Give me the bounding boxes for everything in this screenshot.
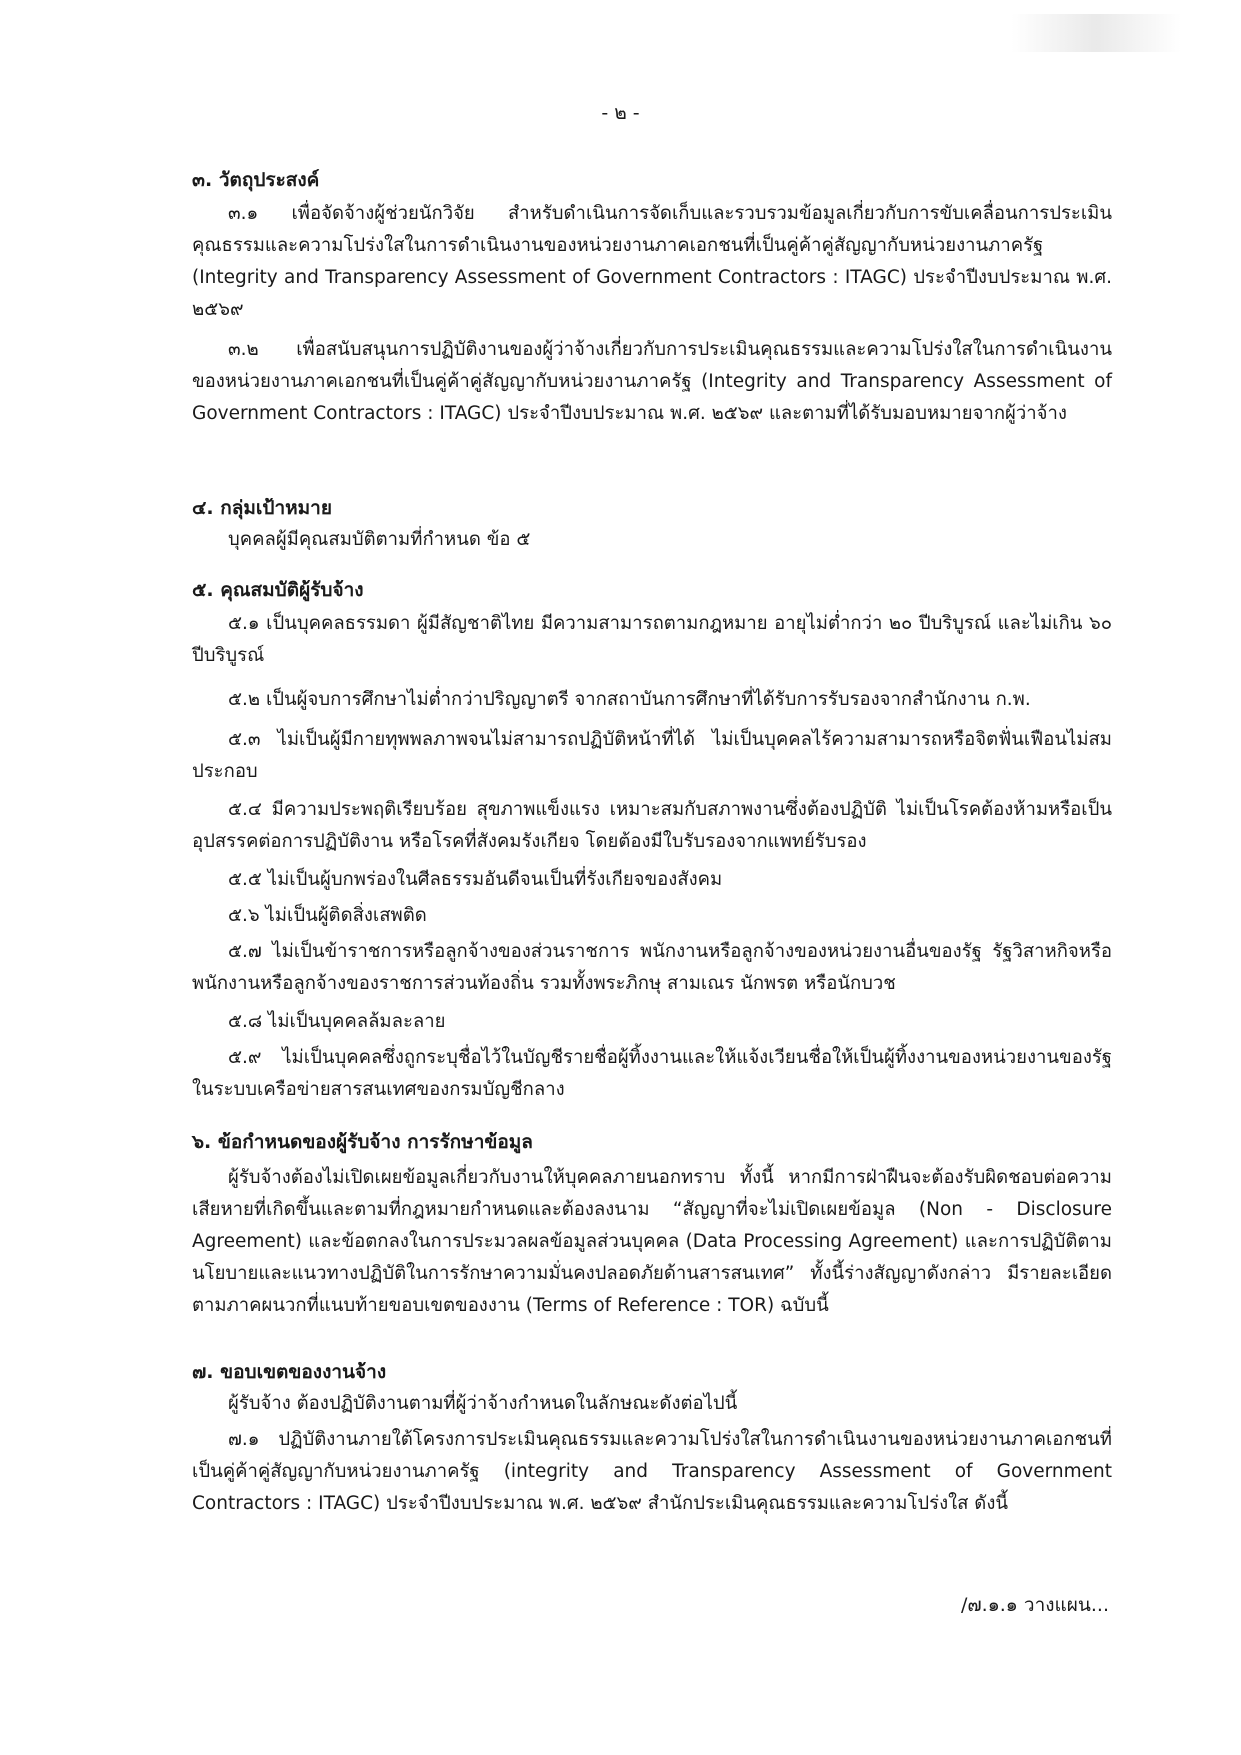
qualification-5-5: [192, 864, 1112, 896]
qualification-5-3: [192, 724, 1112, 788]
section-target-group: [192, 492, 1112, 556]
qualification-5-8: [192, 1006, 1112, 1038]
objective-3-2: [192, 334, 1112, 430]
qualification-5-7: [192, 936, 1112, 1000]
continuation-marker: /๗.๑.๑ วางแผน...: [960, 1594, 1109, 1616]
data-protection-text: [192, 1162, 1112, 1322]
section-heading: ๗. ขอบเขตของงานจ้าง: [192, 1361, 387, 1383]
qualification-5-4: [192, 794, 1112, 858]
paragraph: ๕.๘ ไม่เป็นบุคคลล้มละลาย: [228, 1011, 446, 1032]
section-objectives: [192, 164, 1112, 196]
section-data-protection: [192, 1126, 1112, 1158]
section-heading: ๓. วัตถุประสงค์: [192, 169, 320, 191]
scope-7-1: [192, 1424, 1112, 1520]
paragraph: ๕.๗ ไม่เป็นข้าราชการหรือลูกจ้างของส่วนราชการ พนักงานหรือลูกจ้างของหน่วยงานอื่นของรัฐ รัฐวิสาหกิจหรือพนักงานหรือลูกจ้างของราชการส่วนท้องถิ่น รวมทั้งพระภิกษุ สามเณร นักพรต หรือนักบวช: [192, 941, 1112, 994]
page-number: - ๒ -: [601, 102, 640, 124]
scan-artifact: [1011, 14, 1181, 52]
paragraph: ๓.๑ เพื่อจัดจ้างผู้ช่วยนักวิจัย สำหรับดำเนินการจัดเก็บและรวบรวมข้อมูลเกี่ยวกับการขับเคลื่อนการประเมินคุณธรรมและความโปร่งใสในการดำเนินงานของหน่วยงานภาคเอกชนที่เป็นคู่ค้าคู่สัญญากับหน่วยงานภาครัฐ (Integrity and Transparency Assessment of Government Contractors : ITAGC) ประจำปีงบประมาณ พ.ศ. ๒๕๖๙: [192, 203, 1112, 320]
paragraph: ๕.๙ ไม่เป็นบุคคลซึ่งถูกระบุชื่อไว้ในบัญชีรายชื่อผู้ทิ้งงานและให้แจ้งเวียนชื่อให้เป็นผู้ทิ้งงานของหน่วยงานของรัฐในระบบเครือข่ายสารสนเทศของกรมบัญชีกลาง: [192, 1047, 1112, 1100]
paragraph: บุคคลผู้มีคุณสมบัติตามที่กำหนด ข้อ ๕: [228, 529, 531, 550]
qualification-5-2: [192, 684, 1112, 716]
paragraph: ๕.๖ ไม่เป็นผู้ติดสิ่งเสพติด: [228, 905, 427, 926]
objective-3-1: [192, 198, 1112, 326]
paragraph: ๕.๔ มีความประพฤติเรียบร้อย สุขภาพแข็งแรง เหมาะสมกับสภาพงานซึ่งต้องปฏิบัติ ไม่เป็นโรคต้องห้ามหรือเป็นอุปสรรคต่อการปฏิบัติงาน หรือโรคที่สังคมรังเกียจ โดยต้องมีใบรับรองจากแพทย์รับรอง: [192, 799, 1112, 852]
paragraph: ๕.๑ เป็นบุคคลธรรมดา ผู้มีสัญชาติไทย มีความสามารถตามกฎหมาย อายุไม่ต่ำกว่า ๒๐ ปีบริบูรณ์ และไม่เกิน ๖๐ ปีบริบูรณ์: [192, 613, 1112, 666]
qualification-5-1: [192, 608, 1112, 672]
paragraph: ๕.๒ เป็นผู้จบการศึกษาไม่ต่ำกว่าปริญญาตรี จากสถาบันการศึกษาที่ได้รับการรับรองจากสำนักงาน ก.พ.: [228, 689, 1031, 710]
paragraph: ผู้รับจ้าง ต้องปฏิบัติงานตามที่ผู้ว่าจ้างกำหนดในลักษณะดังต่อไปนี้: [228, 1393, 738, 1414]
paragraph: ๕.๓ ไม่เป็นผู้มีกายทุพพลภาพจนไม่สามารถปฏิบัติหน้าที่ได้ ไม่เป็นบุคคลไร้ความสามารถหรือจิตฟั่นเฟือนไม่สมประกอบ: [192, 729, 1112, 782]
qualification-5-6: [192, 900, 1112, 932]
section-heading: ๖. ข้อกำหนดของผู้รับจ้าง การรักษาข้อมูล: [192, 1131, 533, 1153]
paragraph: ๓.๒ เพื่อสนับสนุนการปฏิบัติงานของผู้ว่าจ้างเกี่ยวกับการประเมินคุณธรรมและความโปร่งใสในการดำเนินงานของหน่วยงานภาคเอกชนที่เป็นคู่ค้าคู่สัญญากับหน่วยงานภาครัฐ (Integrity and Transparency Assessment of Government Contractors : ITAGC) ประจำปีงบประมาณ พ.ศ. ๒๕๖๙ และตามที่ได้รับมอบหมายจากผู้ว่าจ้าง: [192, 339, 1112, 424]
section-heading: ๔. กลุ่มเป้าหมาย: [192, 497, 332, 519]
qualification-5-9: [192, 1042, 1112, 1106]
section-scope-of-work: [192, 1356, 1112, 1420]
section-qualifications: [192, 574, 1112, 606]
section-heading: ๕. คุณสมบัติผู้รับจ้าง: [192, 579, 364, 601]
paragraph: ๗.๑ ปฏิบัติงานภายใต้โครงการประเมินคุณธรรมและความโปร่งใสในการดำเนินงานของหน่วยงานภาคเอกชนที่เป็นคู่ค้าคู่สัญญากับหน่วยงานภาครัฐ (integrity and Transparency Assessment of Government Contractors : ITAGC) ประจำปีงบประมาณ พ.ศ. ๒๕๖๙ สำนักประเมินคุณธรรมและความโปร่งใส ดังนี้: [192, 1429, 1112, 1514]
paragraph: ผู้รับจ้างต้องไม่เปิดเผยข้อมูลเกี่ยวกับงานให้บุคคลภายนอกทราบ ทั้งนี้ หากมีการฝ่าฝืนจะต้องรับผิดชอบต่อความเสียหายที่เกิดขึ้นและตามที่กฎหมายกำหนดและต้องลงนาม “สัญญาที่จะไม่เปิดเผยข้อมูล (Non - Disclosure Agreement) และข้อตกลงในการประมวลผลข้อมูลส่วนบุคคล (Data Processing Agreement) และการปฏิบัติตามนโยบายและแนวทางปฏิบัติในการรักษาความมั่นคงปลอดภัยด้านสารสนเทศ” ทั้งนี้ร่างสัญญาดังกล่าว มีรายละเอียดตามภาคผนวกที่แนบท้ายขอบเขตของงาน (Terms of Reference : TOR) ฉบับนี้: [192, 1167, 1112, 1316]
paragraph: ๕.๕ ไม่เป็นผู้บกพร่องในศีลธรรมอันดีจนเป็นที่รังเกียจของสังคม: [228, 869, 723, 890]
